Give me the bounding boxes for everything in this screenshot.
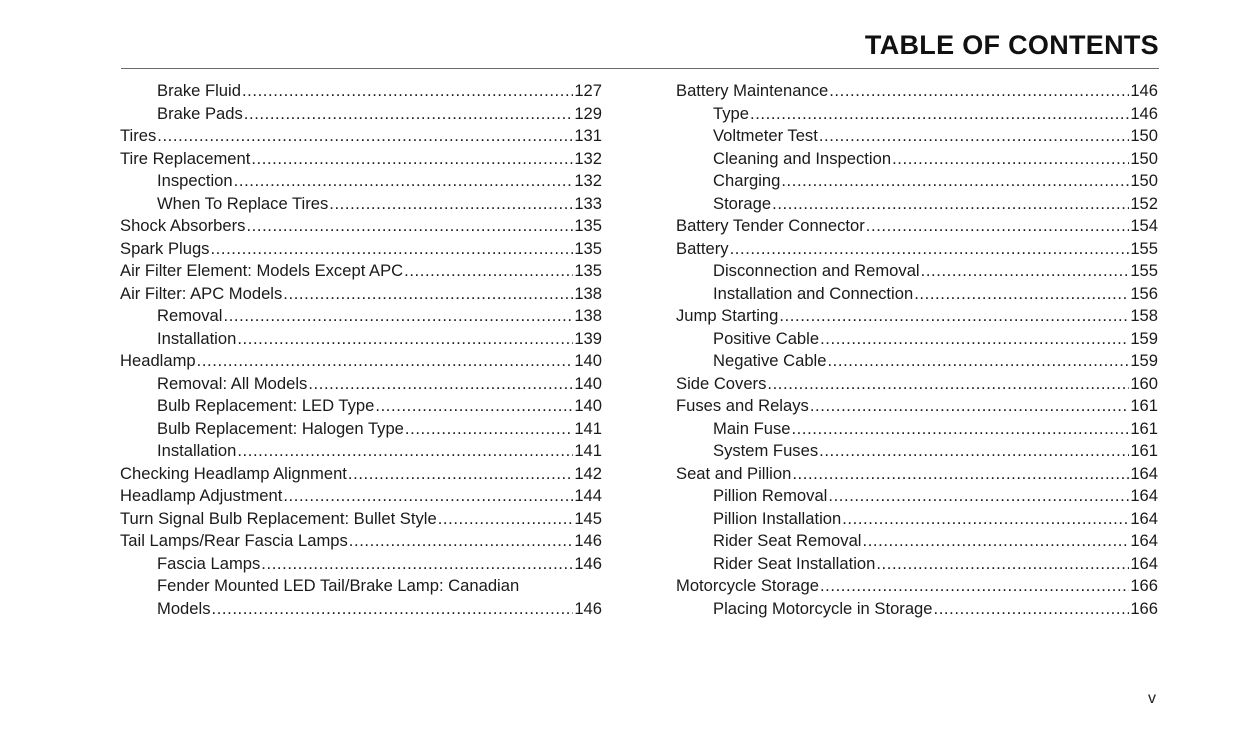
toc-entry-title: Pillion Removal (713, 486, 828, 505)
dot-leader (863, 530, 1130, 553)
toc-entry[interactable] (676, 598, 1158, 621)
toc-entry-page: 150 (1130, 171, 1158, 190)
dot-leader (283, 283, 573, 306)
toc-entry-title: Spark Plugs (120, 238, 210, 258)
toc-entry[interactable] (120, 305, 602, 328)
toc-entry[interactable] (120, 418, 602, 441)
toc-entry-title: Removal: All Models (157, 373, 308, 393)
toc-entry-title: System Fuses (713, 441, 819, 460)
dot-leader (819, 125, 1129, 148)
toc-entry-page: 155 (1130, 261, 1158, 280)
toc-entry-page: 150 (1130, 126, 1158, 145)
toc-entry-page: 132 (574, 171, 602, 190)
dot-leader (237, 440, 573, 463)
toc-entry-title: Bulb Replacement: Halogen Type (157, 418, 404, 438)
toc-entry[interactable] (120, 80, 602, 103)
toc-entry[interactable] (120, 170, 602, 193)
toc-entry-title: Battery Tender Connector (676, 216, 865, 235)
toc-entry-page: 135 (574, 261, 602, 280)
toc-entry[interactable] (120, 553, 602, 576)
toc-entry[interactable] (120, 463, 602, 486)
dot-leader (348, 463, 573, 486)
toc-entry-title: Positive Cable (713, 328, 820, 348)
toc-entry-page: 129 (574, 103, 602, 123)
toc-entry-title: Air Filter: APC Models (120, 283, 283, 303)
toc-entry[interactable] (676, 328, 1158, 351)
toc-entry-title: Bulb Replacement: LED Type (157, 396, 375, 415)
toc-entry-page: 146 (574, 531, 602, 550)
toc-entry-title: Checking Headlamp Alignment (120, 463, 347, 483)
toc-entry-title: Negative Cable (713, 351, 827, 370)
toc-entry-title: Removal (157, 306, 223, 325)
toc-entry[interactable] (120, 350, 602, 373)
dot-leader (157, 125, 573, 148)
dot-leader (234, 170, 574, 193)
toc-entry[interactable] (120, 508, 602, 531)
toc-entry-page: 159 (1130, 351, 1158, 370)
toc-entry[interactable] (676, 148, 1158, 171)
toc-entry-page: 152 (1130, 193, 1158, 213)
dot-leader (349, 530, 574, 553)
toc-entry[interactable] (120, 283, 602, 306)
toc-entry-title: Fender Mounted LED Tail/Brake Lamp: Canadian (157, 576, 520, 595)
toc-entry-title: Placing Motorcycle in Storage (713, 598, 933, 618)
toc-entry-title: Installation (157, 441, 237, 460)
toc-entry-page: 164 (1130, 508, 1158, 528)
dot-leader (781, 170, 1129, 193)
toc-column-left (120, 80, 602, 620)
toc-entry-page: 146 (574, 553, 602, 573)
toc-entry-page: 161 (1130, 396, 1158, 415)
toc-entry-title: Headlamp Adjustment (120, 486, 283, 505)
toc-entry[interactable] (120, 598, 602, 621)
toc-entry[interactable] (120, 440, 602, 463)
dot-leader (329, 193, 573, 216)
toc-entry-title: Models (157, 598, 211, 618)
toc-entry-title: Storage (713, 193, 772, 213)
toc-entry-title: Disconnection and Removal (713, 261, 920, 280)
toc-entry-page: 150 (1130, 148, 1158, 168)
dot-leader (934, 598, 1130, 621)
toc-entry[interactable] (676, 508, 1158, 531)
toc-entry-title: Headlamp (120, 351, 196, 370)
dot-leader (820, 575, 1129, 598)
dot-leader (866, 215, 1130, 238)
toc-entry-page: 161 (1130, 418, 1158, 438)
toc-entry-title: Turn Signal Bulb Replacement: Bullet Style (120, 508, 437, 528)
toc-entry-title: Voltmeter Test (713, 126, 818, 145)
toc-entry[interactable] (676, 305, 1158, 328)
toc-entry-page: 131 (574, 126, 602, 145)
dot-leader (827, 350, 1129, 373)
toc-entry-page: 164 (1130, 531, 1158, 550)
toc-entry-page: 166 (1130, 598, 1158, 618)
dot-leader (308, 373, 573, 396)
toc-entry-title: Main Fuse (713, 418, 791, 438)
toc-entry-page: 141 (574, 418, 602, 438)
dot-leader (237, 328, 573, 351)
dot-leader (792, 463, 1129, 486)
toc-entry[interactable] (676, 485, 1158, 508)
toc-entry-title: Rider Seat Installation (713, 553, 876, 573)
dot-leader (212, 598, 574, 621)
toc-entry[interactable] (120, 260, 602, 283)
toc-entry-title: Fuses and Relays (676, 396, 809, 415)
toc-entry-page: 141 (574, 441, 602, 460)
dot-leader (210, 238, 573, 261)
toc-entry[interactable] (120, 328, 602, 351)
dot-leader (767, 373, 1129, 396)
toc-entry[interactable] (120, 215, 602, 238)
toc-entry[interactable] (676, 283, 1158, 306)
toc-entry-title: Installation and Connection (713, 283, 914, 303)
dot-leader (438, 508, 574, 531)
toc-entry-page: 161 (1130, 441, 1158, 460)
toc-entry-title: Brake Fluid (157, 81, 241, 100)
toc-entry[interactable] (676, 170, 1158, 193)
toc-entry[interactable] (676, 373, 1158, 396)
dot-leader (810, 395, 1129, 418)
dot-leader (842, 508, 1129, 531)
toc-entry[interactable] (120, 373, 602, 396)
toc-entry-title: Type (713, 103, 749, 123)
toc-entry[interactable] (120, 575, 602, 598)
toc-entry-page: 144 (574, 486, 602, 505)
toc-entry-page: 146 (574, 598, 602, 618)
dot-leader (404, 260, 573, 283)
toc-entry[interactable] (676, 395, 1158, 418)
toc-entry-title: Pillion Installation (713, 508, 842, 528)
toc-entry-page: 135 (574, 216, 602, 235)
toc-entry[interactable] (676, 103, 1158, 126)
dot-leader (375, 395, 573, 418)
toc-entry[interactable] (676, 215, 1158, 238)
toc-entry[interactable] (676, 193, 1158, 216)
toc-entry[interactable] (676, 260, 1158, 283)
toc-entry-page: 140 (574, 373, 602, 393)
dot-leader (197, 350, 574, 373)
toc-entry[interactable] (676, 440, 1158, 463)
toc-entry-page: 154 (1130, 216, 1158, 235)
dot-leader (921, 260, 1130, 283)
toc-entry-title: Battery Maintenance (676, 81, 829, 100)
toc-entry-title: Battery (676, 238, 729, 258)
toc-entry[interactable] (120, 530, 602, 553)
dot-leader (914, 283, 1129, 306)
toc-entry-title: Tail Lamps/Rear Fascia Lamps (120, 531, 348, 550)
toc-entry-page: 164 (1130, 486, 1158, 505)
toc-entry-page: 164 (1130, 463, 1158, 483)
dot-leader (242, 80, 573, 103)
dot-leader (819, 440, 1129, 463)
toc-column-right (676, 80, 1158, 620)
toc-entry-page: 160 (1130, 373, 1158, 393)
toc-entry-page: 140 (574, 351, 602, 370)
toc-entry-page: 166 (1130, 576, 1158, 595)
toc-entry[interactable] (676, 125, 1158, 148)
dot-leader (405, 418, 573, 441)
toc-entry-title: Cleaning and Inspection (713, 148, 892, 168)
dot-leader (251, 148, 573, 171)
toc-entry-page: 135 (574, 238, 602, 258)
toc-entry[interactable] (676, 463, 1158, 486)
dot-leader (772, 193, 1129, 216)
toc-entry-title: Charging (713, 171, 781, 190)
toc-entry-page: 140 (574, 396, 602, 415)
dot-leader (750, 103, 1129, 126)
toc-entry-page: 146 (1130, 103, 1158, 123)
toc-entry[interactable] (676, 575, 1158, 598)
toc-entry-title: Jump Starting (676, 306, 779, 325)
toc-entry-title: Shock Absorbers (120, 216, 246, 235)
toc-entry[interactable] (120, 485, 602, 508)
toc-entry-title: Air Filter Element: Models Except APC (120, 261, 404, 280)
toc-entry-page: 164 (1130, 553, 1158, 573)
toc-entry-title: Installation (157, 328, 237, 348)
dot-leader (244, 103, 574, 126)
toc-entry-title: Seat and Pillion (676, 463, 792, 483)
dot-leader (791, 418, 1129, 441)
toc-entry-page: 146 (1130, 81, 1158, 100)
toc-entry-page: 156 (1130, 283, 1158, 303)
toc-entry-page: 155 (1130, 238, 1158, 258)
toc-entry-title: Side Covers (676, 373, 767, 393)
dot-leader (892, 148, 1129, 171)
dot-leader (829, 80, 1129, 103)
toc-entry[interactable] (676, 418, 1158, 441)
toc-entry[interactable] (120, 148, 602, 171)
toc-entry-title: Motorcycle Storage (676, 576, 819, 595)
dot-leader (730, 238, 1130, 261)
toc-entry-page: 132 (574, 148, 602, 168)
toc-entry[interactable] (676, 530, 1158, 553)
toc-entry[interactable] (676, 553, 1158, 576)
dot-leader (828, 485, 1129, 508)
toc-entry-page: 159 (1130, 328, 1158, 348)
toc-entry[interactable] (120, 125, 602, 148)
toc-entry-page: 139 (574, 328, 602, 348)
toc-entry[interactable] (120, 193, 602, 216)
page-number: v (1148, 690, 1156, 707)
dot-leader (246, 215, 573, 238)
toc-entry-page: 133 (574, 193, 602, 213)
toc-entry-title: Brake Pads (157, 103, 243, 123)
toc-entry-page: 138 (574, 283, 602, 303)
toc-entry-title: Inspection (157, 171, 233, 190)
dot-leader (223, 305, 573, 328)
toc-entry-page: 127 (574, 81, 602, 100)
toc-entry-page: 142 (574, 463, 602, 483)
header-rule (121, 68, 1159, 69)
toc-entry-title: Tires (120, 126, 157, 145)
toc-entry-page: 145 (574, 508, 602, 528)
toc-entry[interactable] (120, 103, 602, 126)
dot-leader (820, 328, 1129, 351)
toc-entry-title: Rider Seat Removal (713, 531, 862, 550)
toc-entry-title: Fascia Lamps (157, 553, 261, 573)
dot-leader (283, 485, 573, 508)
toc-entry-title: Tire Replacement (120, 148, 251, 168)
toc-entry[interactable] (120, 238, 602, 261)
toc-entry[interactable] (676, 238, 1158, 261)
toc-entry-title: When To Replace Tires (157, 193, 329, 213)
toc-entry[interactable] (676, 350, 1158, 373)
toc-entry-page: 138 (574, 306, 602, 325)
toc-entry-page: 158 (1130, 306, 1158, 325)
dot-leader (876, 553, 1129, 576)
page-title: TABLE OF CONTENTS (864, 30, 1159, 60)
toc-entry[interactable] (120, 395, 602, 418)
dot-leader (779, 305, 1129, 328)
toc-entry[interactable] (676, 80, 1158, 103)
dot-leader (261, 553, 573, 576)
